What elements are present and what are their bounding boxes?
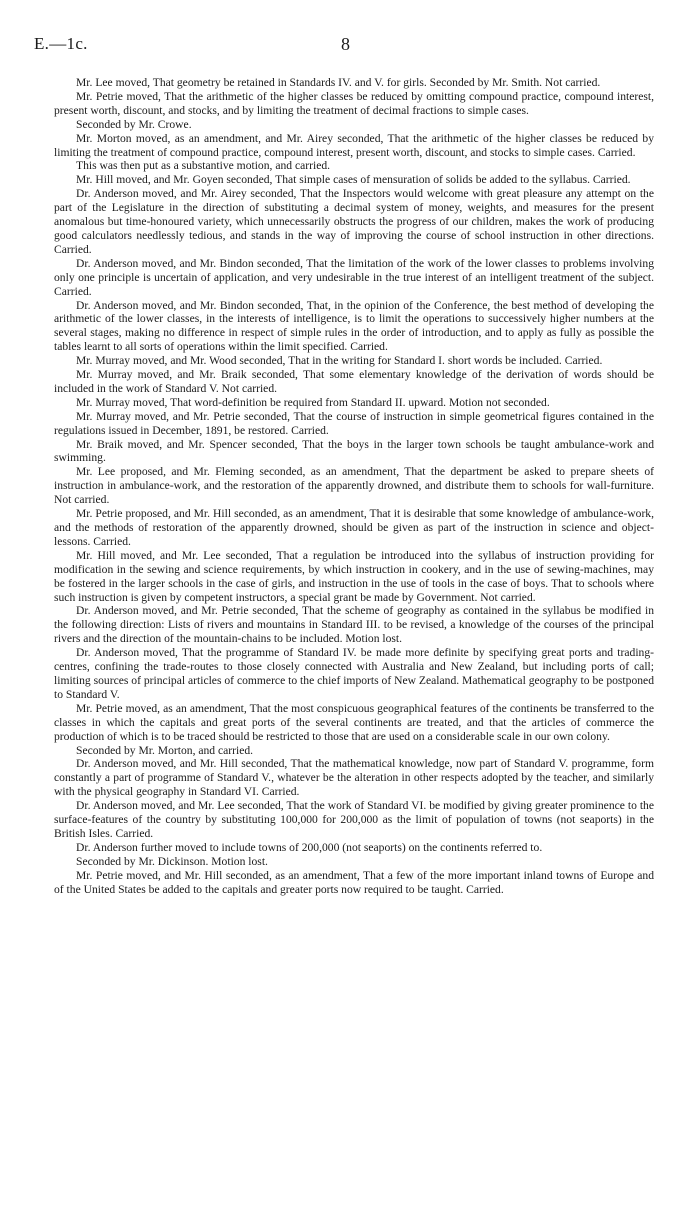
document-reference: E.—1c. <box>34 34 88 53</box>
paragraph: Mr. Murray moved, and Mr. Wood seconded, That in the writing for Standard I. short words be included. Carried. <box>76 354 603 368</box>
paragraph: Seconded by Mr. Morton, and carried. <box>76 743 254 757</box>
paragraph: Mr. Petrie moved, and Mr. Hill seconded, as an amendment, That a few of the more important inland towns of Europe and of the United States be added to the capitals and greater ports now required to be taught. Carried. <box>54 868 654 896</box>
paragraph: Mr. Braik moved, and Mr. Spencer seconded, That the boys in the larger town schools be taught ambulance-work and swimming. <box>54 437 654 465</box>
paragraph: Dr. Anderson moved, and Mr. Hill seconded, That the mathematical knowledge, now part of Standard V. programme, form constantly a part of programme of Standard V., whatever be the alteration in other respects adopted by the teacher, and similarly with the physical geography in Standard VI. Carried. <box>54 757 654 799</box>
paragraph: Mr. Lee moved, That geometry be retained in Standards IV. and V. for girls. Seconded by Mr. Smith. Not carried. <box>76 76 601 89</box>
paragraph: Mr. Hill moved, and Mr. Lee seconded, That a regulation be introduced into the syllabus of instruction providing for modification in the sewing and science requirements, by which instruction in cookery, and in the use of sewing-machines, may be fostered in the larger schools in the case of girls, and instruction in the use of tools in the case of boys. That to schools where such instruction is given by competent instructors, a special grant be made by Government. Not carried. <box>54 548 654 604</box>
paragraph: Dr. Anderson further moved to include towns of 200,000 (not seaports) on the continents referred to. <box>76 840 543 854</box>
document-body <box>54 76 654 896</box>
paragraph: This was then put as a substantive motion, and carried. <box>76 159 331 173</box>
paragraph: Dr. Anderson moved, and Mr. Airey seconded, That the Inspectors would welcome with great pleasure any attempt on the part of the Legislature in the direction of substituting a decimal system of money, weights, and measures for the present anomalous but time-honoured variety, which unnecessarily obstructs the progress of our children, makes the work of producing good calculators needlessly tedious, and stands in the way of improving the course of school instruction in other directions. Carried. <box>54 187 654 256</box>
paragraph: Mr. Hill moved, and Mr. Goyen seconded, That simple cases of mensuration of solids be added to the syllabus. Carried. <box>76 173 631 187</box>
paragraph: Dr. Anderson moved, and Mr. Petrie seconded, That the scheme of geography as contained in the syllabus be modified in the following direction: Lists of rivers and mountains in Standard III. to be revised, a knowledge of the courses of the principal rivers and the direction of the mountain-chains to be included. Motion lost. <box>54 604 654 646</box>
page-header <box>34 34 666 58</box>
paragraph: Seconded by Mr. Crowe. <box>76 117 192 131</box>
paragraph: Dr. Anderson moved, and Mr. Bindon seconded, That, in the opinion of the Conference, the best method of developing the arithmetic of the lower classes, in the interests of intelligence, is to limit the operations to successively higher numbers at the several stages, making no difference in respect of simple rules in the order of introduction, and to apply as fully as possible the tables learnt to all sorts of operations within the limit specified. Carried. <box>54 298 654 354</box>
paragraph: Mr. Petrie moved, as an amendment, That the most conspicuous geographical features of the continents be transferred to the classes in which the capitals and great ports of the several continents are treated, and that the articles of commerce the production of which is to be traced should be restricted to those that are used on a considerable scale in our own colony. <box>54 701 654 743</box>
paragraph: Mr. Murray moved, and Mr. Braik seconded, That some elementary knowledge of the derivation of words should be included in the work of Standard V. Not carried. <box>54 368 654 395</box>
page-number: 8 <box>341 34 350 54</box>
paragraph: Dr. Anderson moved, That the programme of Standard IV. be made more definite by specifying great ports and trading-centres, confining the trade-routes to those closely connected with Australia and New Zealand, but including ports of call; limiting sources of principal articles of commerce to the chief imports of New Zealand. Mathematical geography to be postponed to Standard V. <box>54 646 654 701</box>
paragraph: Seconded by Mr. Dickinson. Motion lost. <box>76 854 268 868</box>
paragraph: Dr. Anderson moved, and Mr. Bindon seconded, That the limitation of the work of the lower classes to problems involving only one principle is uncertain of application, and very undesirable in the true interest of an intelligent treatment of the subject. Carried. <box>54 256 654 298</box>
paragraph: Mr. Lee proposed, and Mr. Fleming seconded, as an amendment, That the department be asked to prepare sheets of instruction in ambulance-work, and the restoration of the apparently drowned, and distribute them to schools for wall-furniture. Not carried. <box>54 465 654 507</box>
paragraph: Dr. Anderson moved, and Mr. Lee seconded, That the work of Standard VI. be modified by giving greater prominence to the surface-features of the country by substituting 100,000 for 200,000 as the limit of population of towns (not seaports) in the British Isles. Carried. <box>54 799 654 840</box>
paragraph: Mr. Morton moved, as an amendment, and Mr. Airey seconded, That the arithmetic of the higher classes be reduced by limiting the treatment of compound practice, compound interest, present worth, discount, and stocks to simple cases. Carried. <box>54 131 654 159</box>
paragraph: Mr. Murray moved, and Mr. Petrie seconded, That the course of instruction in simple geometrical figures contained in the regulations issued in December, 1891, be restored. Carried. <box>54 409 654 437</box>
paragraph: Mr. Petrie moved, That the arithmetic of the higher classes be reduced by omitting compound practice, compound interest, present worth, discount, and stocks, and by limiting the treatment of decimal fractions to simple cases. <box>54 89 654 117</box>
paragraph: Mr. Murray moved, That word-definition be required from Standard II. upward. Motion not seconded. <box>76 395 550 409</box>
paragraph: Mr. Petrie proposed, and Mr. Hill seconded, as an amendment, That it is desirable that some knowledge of ambulance-work, and the methods of restoration of the apparently drowned, should be given as part of the instruction in science and object-lessons. Carried. <box>54 507 654 548</box>
